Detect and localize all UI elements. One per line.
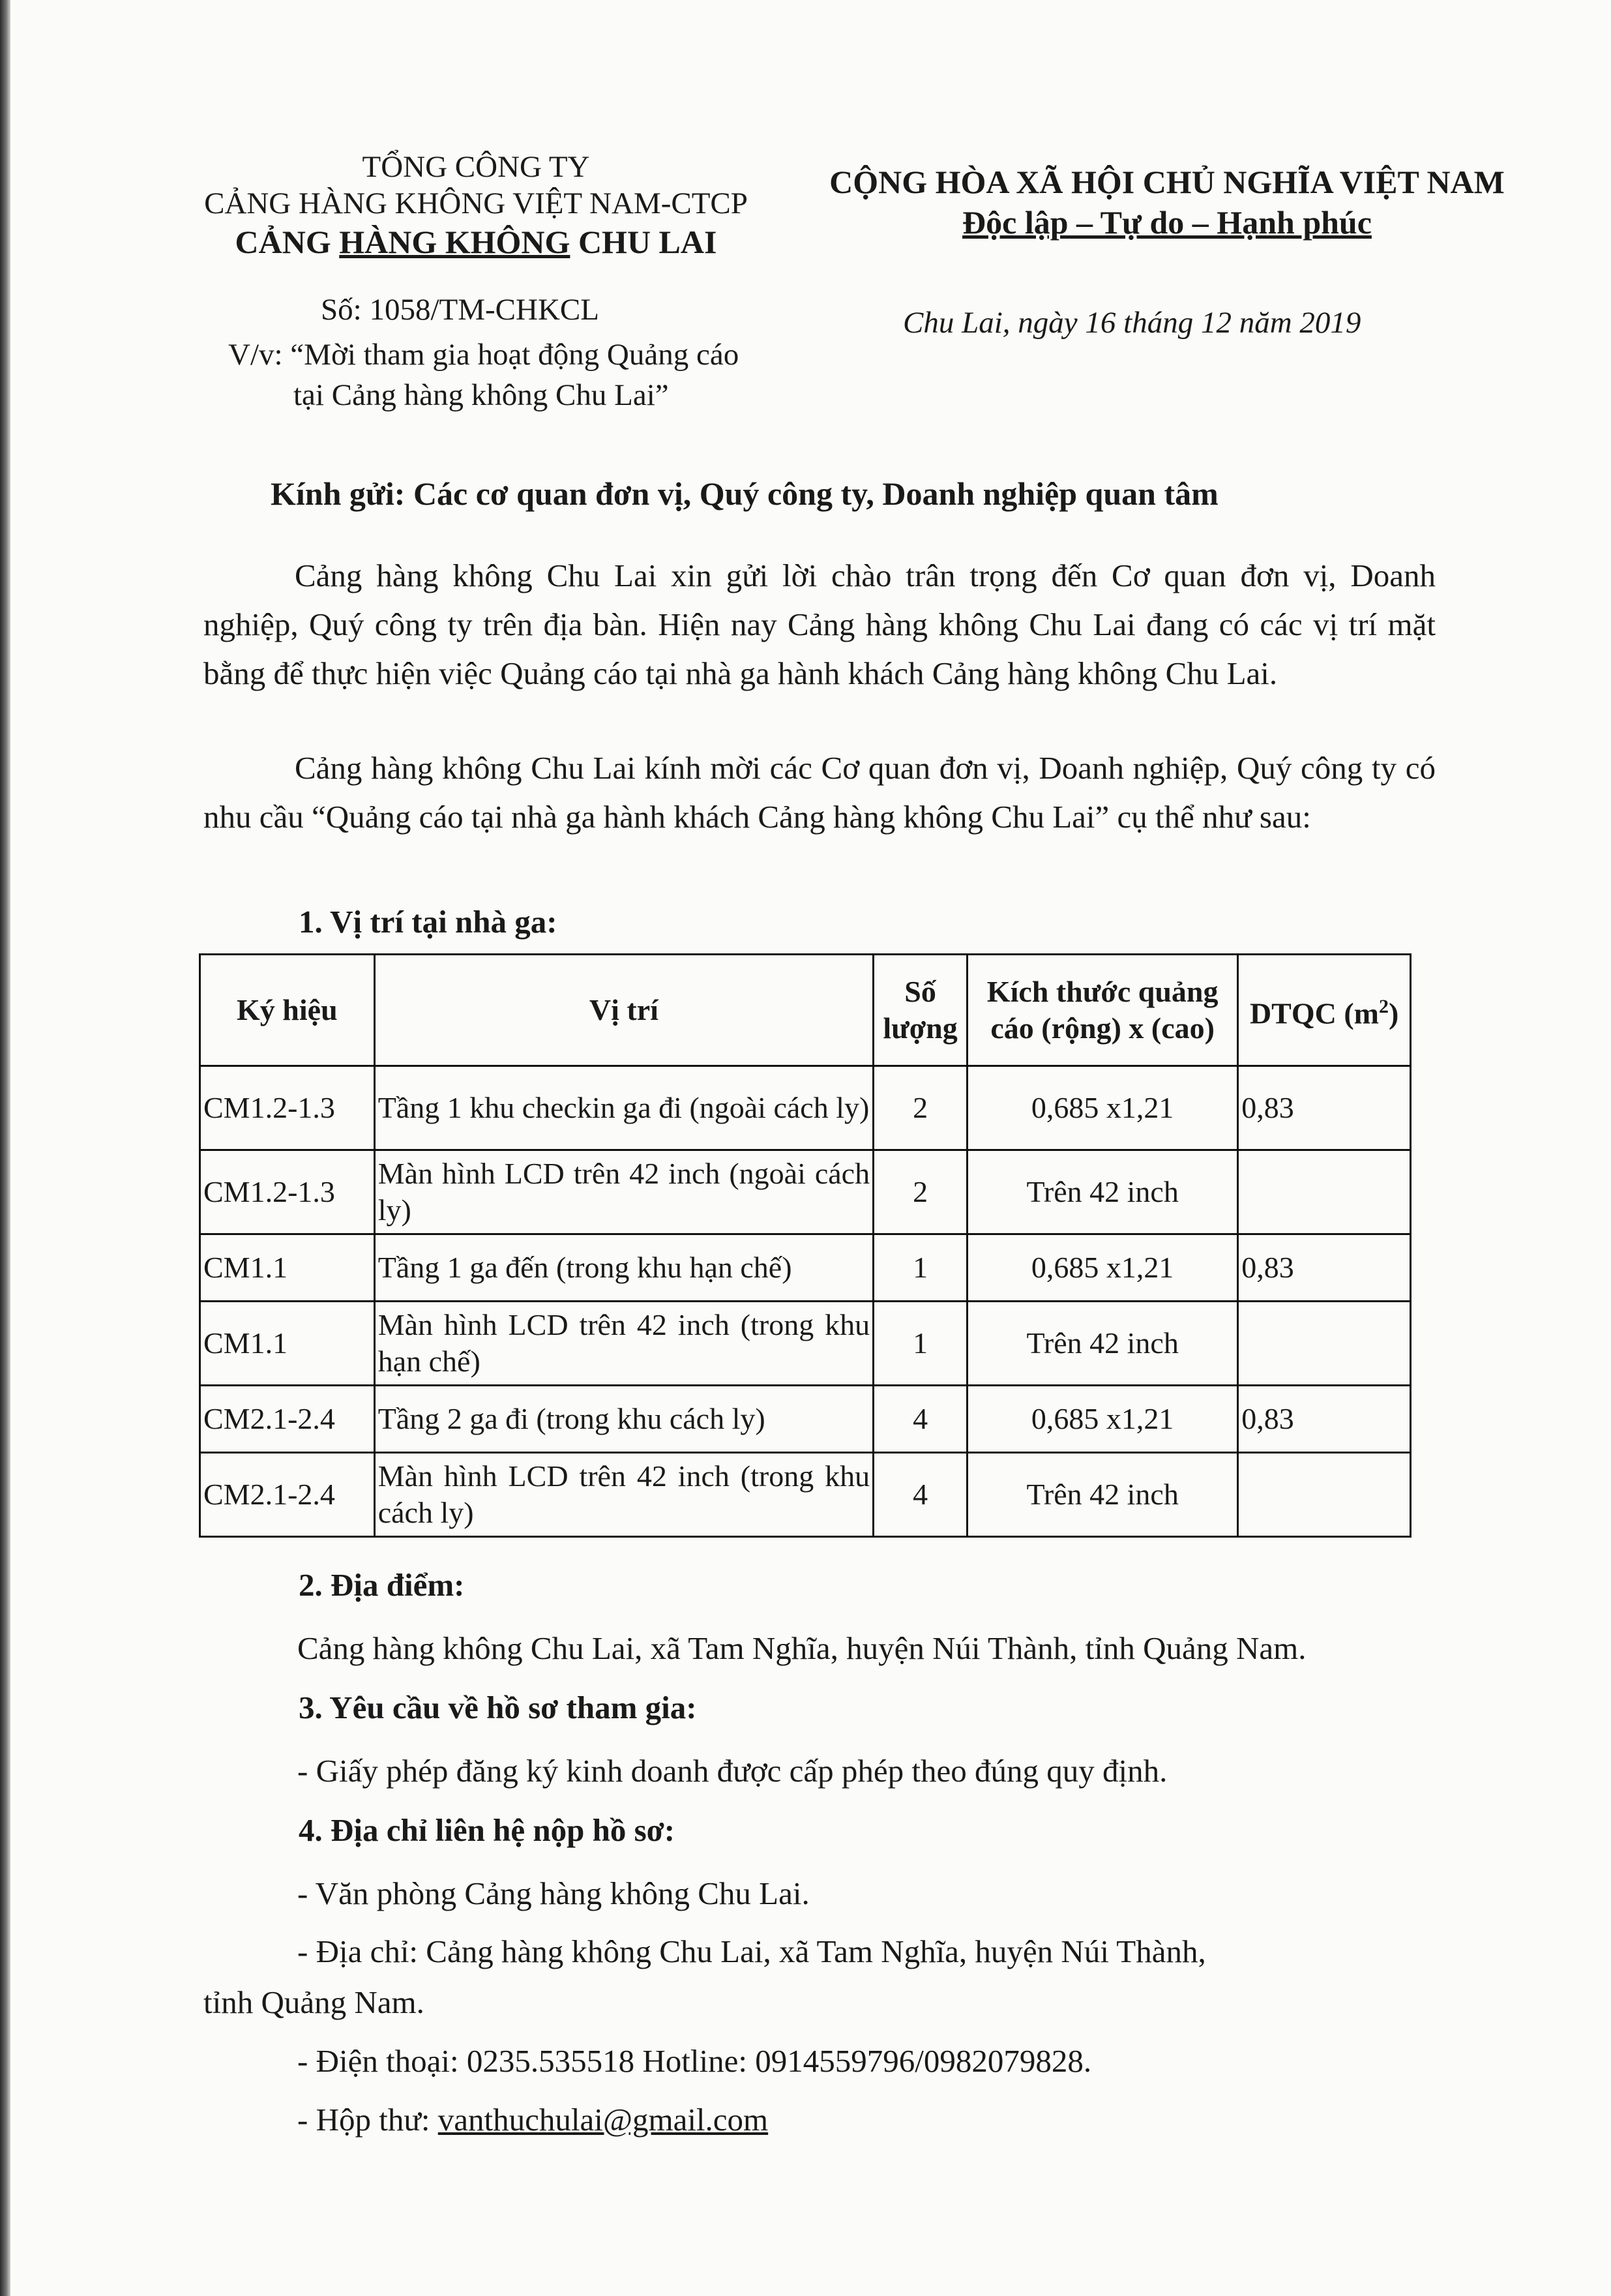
cell-area: 0,83 bbox=[1238, 1386, 1411, 1453]
cell-position: Màn hình LCD trên 42 inch (trong khu hạn chế) bbox=[374, 1302, 873, 1386]
cell-area: 0,83 bbox=[1238, 1066, 1411, 1150]
cell-size: Trên 42 inch bbox=[968, 1453, 1238, 1537]
cell-code: CM2.1-2.4 bbox=[200, 1386, 375, 1453]
issuer-name: CẢNG HÀNG KHÔNG CHU LAI bbox=[235, 224, 717, 260]
header-quantity: Số lượng bbox=[874, 955, 968, 1066]
document-subject: V/v: “Mời tham gia hoạt động Quảng cáo tại Cảng hàng không Chu Lai” bbox=[228, 338, 739, 412]
ad-positions-table bbox=[199, 953, 1411, 1538]
table-row bbox=[200, 1386, 1411, 1453]
cell-quantity: 4 bbox=[874, 1386, 968, 1453]
table-row bbox=[200, 1150, 1411, 1234]
cell-quantity: 2 bbox=[874, 1066, 968, 1150]
cell-code: CM1.1 bbox=[200, 1302, 375, 1386]
cell-code: CM1.2-1.3 bbox=[200, 1150, 375, 1234]
cell-area bbox=[1238, 1302, 1411, 1386]
cell-area bbox=[1238, 1453, 1411, 1537]
table-row bbox=[200, 1302, 1411, 1386]
national-header bbox=[812, 162, 1522, 243]
table-row bbox=[200, 1066, 1411, 1150]
section-1-heading: 1. Vị trí tại nhà ga: bbox=[299, 904, 557, 940]
contact-office: - Văn phòng Cảng hàng không Chu Lai. bbox=[297, 1875, 810, 1911]
section-4-heading: 4. Địa chỉ liên hệ nộp hồ sơ: bbox=[299, 1812, 675, 1848]
cell-position: Tầng 1 ga đến (trong khu hạn chế) bbox=[374, 1234, 873, 1302]
cell-size: 0,685 x1,21 bbox=[968, 1066, 1238, 1150]
section-3-heading: 3. Yêu cầu về hồ sơ tham gia: bbox=[299, 1690, 697, 1725]
document-number: Số: 1058/TM-CHKCL bbox=[321, 293, 599, 327]
header-position: Vị trí bbox=[374, 955, 873, 1066]
email-link[interactable]: vanthuchulai@gmail.com bbox=[437, 2102, 769, 2138]
cell-size: 0,685 x1,21 bbox=[968, 1234, 1238, 1302]
header-size: Kích thước quảng cáo (rộng) x (cao) bbox=[968, 955, 1238, 1066]
issuer-header bbox=[166, 149, 786, 262]
cell-area bbox=[1238, 1150, 1411, 1234]
table-header-row bbox=[200, 955, 1411, 1066]
national-title: CỘNG HÒA XÃ HỘI CHỦ NGHĨA VIỆT NAM bbox=[829, 164, 1505, 200]
requirement-text: - Giấy phép đăng ký kinh doanh được cấp phép theo đúng quy định. bbox=[297, 1753, 1168, 1789]
cell-size: Trên 42 inch bbox=[968, 1302, 1238, 1386]
cell-position: Tầng 1 khu checkin ga đi (ngoài cách ly) bbox=[374, 1066, 873, 1150]
contact-email-line: - Hộp thư: vanthuchulai@gmail.com bbox=[297, 2102, 769, 2138]
cell-code: CM1.2-1.3 bbox=[200, 1066, 375, 1150]
cell-quantity: 4 bbox=[874, 1453, 968, 1537]
cell-area: 0,83 bbox=[1238, 1234, 1411, 1302]
contact-address: - Địa chỉ: Cảng hàng không Chu Lai, xã Tam Nghĩa, huyện Núi Thành, bbox=[297, 1933, 1206, 1969]
issuer-parent-org: TỔNG CÔNG TY bbox=[362, 150, 590, 184]
paragraph-invitation: Cảng hàng không Chu Lai kính mời các Cơ quan đơn vị, Doanh nghiệp, Quý công ty có nhu cầu “Quảng cáo tại nhà ga hành khách Cảng hàng không Chu Lai” cụ thể như sau: bbox=[203, 750, 1436, 835]
recipient-line: Kính gửi: Các cơ quan đơn vị, Quý công ty, Doanh nghiệp quan tâm bbox=[271, 475, 1219, 512]
cell-quantity: 1 bbox=[874, 1302, 968, 1386]
national-motto: Độc lập – Tự do – Hạnh phúc bbox=[962, 204, 1372, 241]
contact-address-cont: tỉnh Quảng Nam. bbox=[203, 1984, 424, 2020]
location-text: Cảng hàng không Chu Lai, xã Tam Nghĩa, huyện Núi Thành, tỉnh Quảng Nam. bbox=[297, 1630, 1307, 1666]
cell-size: 0,685 x1,21 bbox=[968, 1386, 1238, 1453]
document-date: Chu Lai, ngày 16 tháng 12 năm 2019 bbox=[903, 306, 1361, 340]
cell-size: Trên 42 inch bbox=[968, 1150, 1238, 1234]
table-row bbox=[200, 1234, 1411, 1302]
header-code: Ký hiệu bbox=[200, 955, 375, 1066]
cell-position: Màn hình LCD trên 42 inch (trong khu cách ly) bbox=[374, 1453, 873, 1537]
paragraph-intro: Cảng hàng không Chu Lai xin gửi lời chào trân trọng đến Cơ quan đơn vị, Doanh nghiệp, Quý công ty trên địa bàn. Hiện nay Cảng hàng không Chu Lai đang có các vị trí mặt bằng để thực hiện việc Quảng cáo tại nhà ga hành khách Cảng hàng không Chu Lai. bbox=[203, 558, 1436, 691]
section-2-heading: 2. Địa điểm: bbox=[299, 1567, 465, 1603]
contact-phone: - Điện thoại: 0235.535518 Hotline: 0914559796/0982079828. bbox=[297, 2043, 1092, 2079]
cell-quantity: 1 bbox=[874, 1234, 968, 1302]
table-row bbox=[200, 1453, 1411, 1537]
cell-code: CM2.1-2.4 bbox=[200, 1453, 375, 1537]
issuer-corporation: CẢNG HÀNG KHÔNG VIỆT NAM-CTCP bbox=[204, 186, 748, 220]
cell-code: CM1.1 bbox=[200, 1234, 375, 1302]
cell-position: Tầng 2 ga đi (trong khu cách ly) bbox=[374, 1386, 873, 1453]
cell-quantity: 2 bbox=[874, 1150, 968, 1234]
header-area: DTQC $(m^2)$ bbox=[1238, 955, 1411, 1066]
cell-position: Màn hình LCD trên 42 inch (ngoài cách ly) bbox=[374, 1150, 873, 1234]
